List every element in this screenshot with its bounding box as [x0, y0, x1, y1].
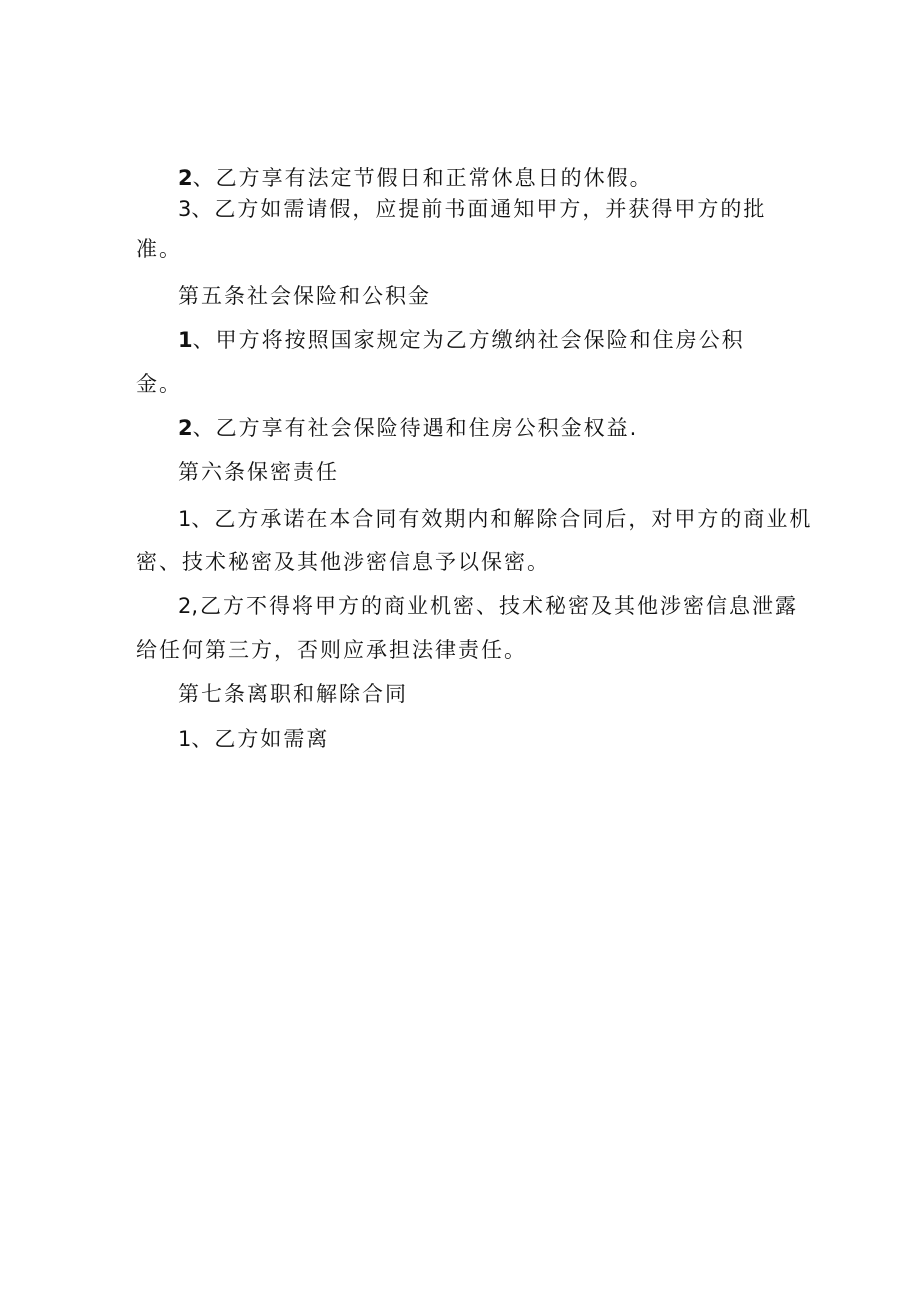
section-heading — [178, 680, 408, 708]
line-text: 金。 — [136, 372, 182, 396]
paragraph-line — [136, 636, 527, 664]
line-text: 、乙方享有法定节假日和正常休息日的休假。 — [192, 166, 653, 190]
line-text: 密、技术秘密及其他涉密信息予以保密。 — [136, 550, 550, 574]
line-text: 第六条保密责任 — [178, 460, 339, 484]
item-number: 2 — [178, 416, 193, 440]
item-number: 3 — [178, 197, 192, 221]
line-text: 、乙方享有社会保险待遇和住房公积金权益. — [192, 416, 639, 440]
paragraph-line — [136, 370, 182, 398]
line-text: 第五条社会保险和公积金 — [178, 284, 431, 308]
paragraph-line — [178, 414, 638, 442]
line-text: 、甲方将按照国家规定为乙方缴纳社会保险和住房公积 — [192, 328, 745, 352]
section-heading — [178, 458, 339, 486]
item-number: 1 — [178, 328, 193, 352]
paragraph-line — [136, 548, 550, 576]
paragraph-line — [178, 326, 745, 354]
line-text: 准。 — [136, 237, 182, 261]
paragraph-line — [136, 235, 182, 263]
line-text: 第七条离职和解除合同 — [178, 682, 408, 706]
paragraph-line — [178, 592, 798, 620]
line-text: 、乙方承诺在本合同有效期内和解除合同后，对甲方的商业机 — [191, 507, 813, 531]
item-number: 1 — [178, 727, 192, 751]
line-text: 给任何第三方，否则应承担法律责任。 — [136, 638, 527, 662]
item-number: 2 — [178, 166, 193, 190]
line-text: ,乙方不得将甲方的商业机密、技术秘密及其他涉密信息泄露 — [191, 594, 799, 618]
paragraph-line — [178, 725, 329, 753]
section-heading — [178, 282, 431, 310]
line-text: 、乙方如需离 — [191, 727, 330, 751]
line-text: 、乙方如需请假，应提前书面通知甲方，并获得甲方的批 — [191, 197, 767, 221]
item-number: 2 — [178, 594, 192, 618]
paragraph-line — [178, 505, 812, 533]
item-number: 1 — [178, 507, 192, 531]
paragraph-line — [178, 195, 766, 223]
paragraph-line — [178, 164, 653, 192]
